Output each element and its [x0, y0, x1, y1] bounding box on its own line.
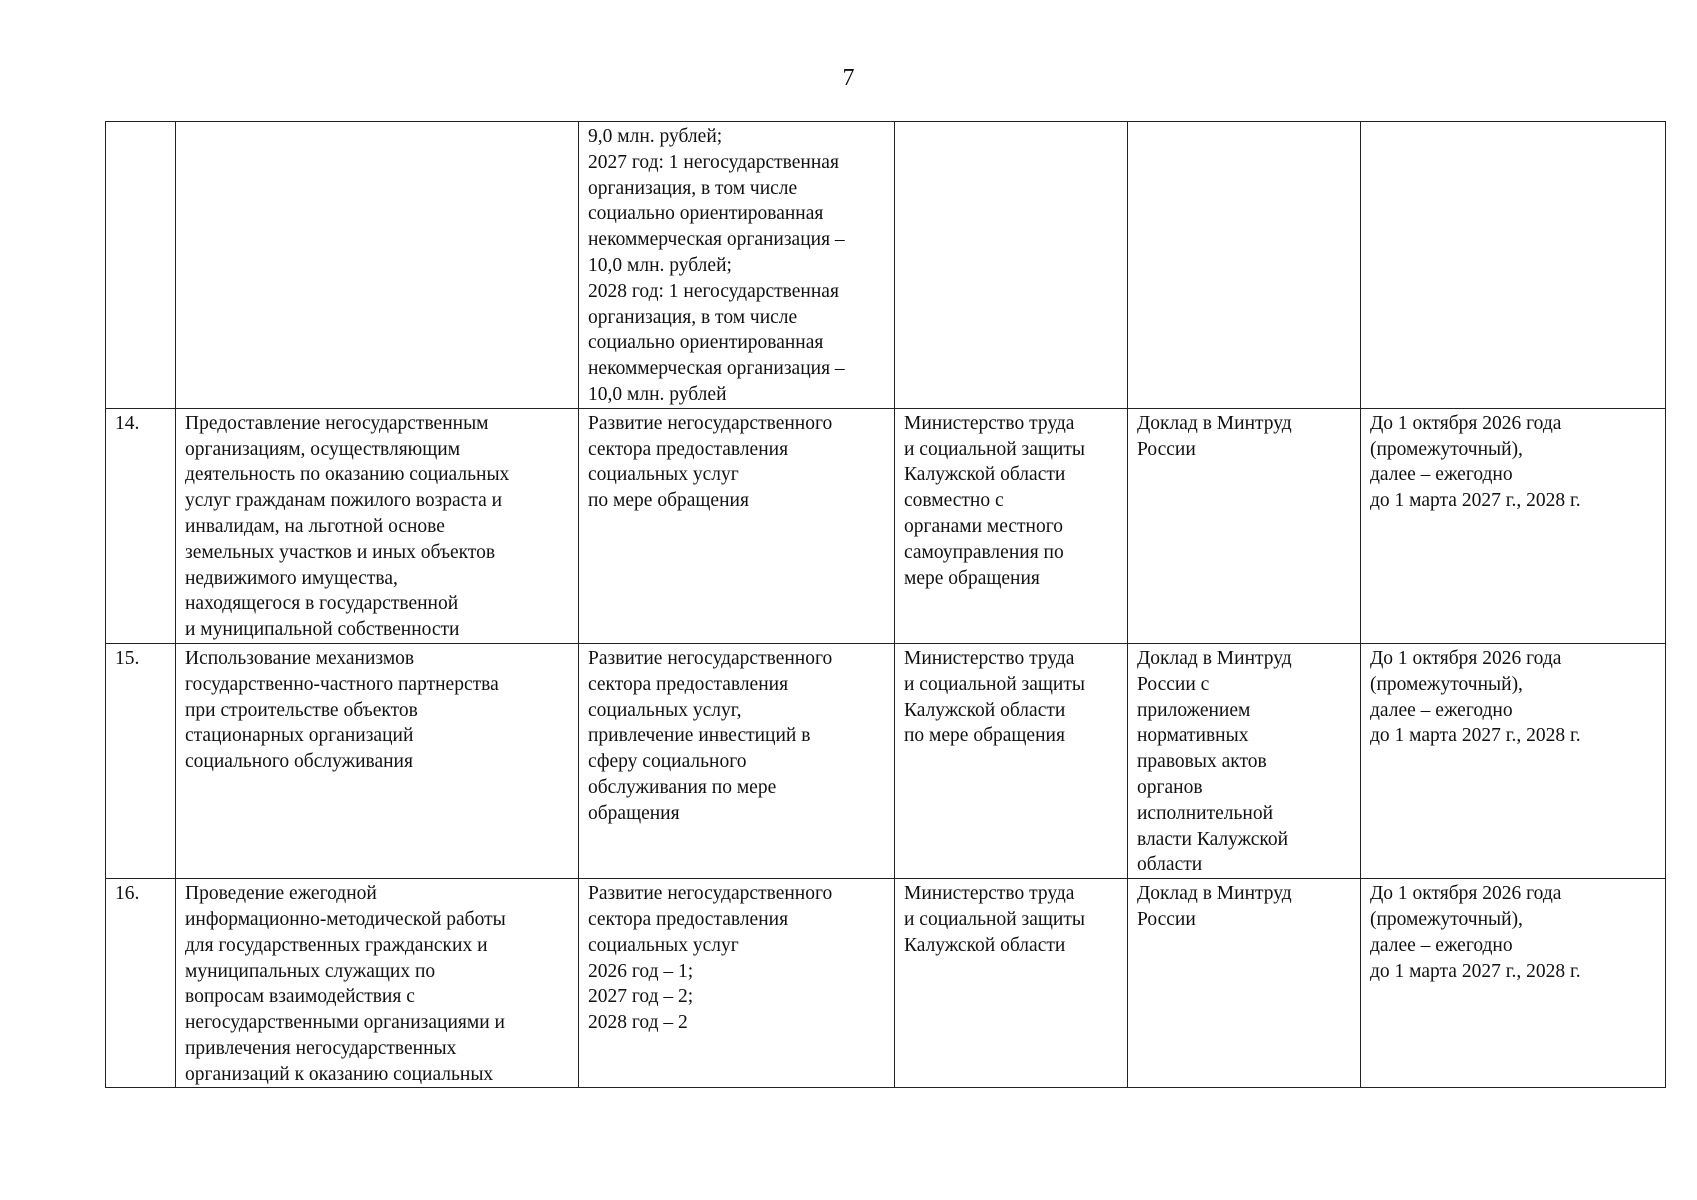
row-number-cell	[106, 643, 176, 878]
table-row	[106, 122, 1666, 409]
event-cell	[176, 879, 579, 1088]
result-cell	[579, 408, 895, 643]
executor-text: Министерство труда и социальной защиты Калужской области совместно с органами местного самоуправления по мере обращения	[904, 412, 1085, 589]
executor-cell	[895, 122, 1128, 409]
deadline-cell	[1361, 879, 1666, 1088]
row-number-cell	[106, 122, 176, 409]
report-cell	[1128, 122, 1361, 409]
row-number-cell	[106, 879, 176, 1088]
event-cell	[176, 408, 579, 643]
result-text: 9,0 млн. рублей; 2027 год: 1 негосударственная организация, в том числе социально ориентированная некоммерческая организация – 10,0 млн. рублей; 2028 год: 1 негосударственная организация, в том числе социально ориентированная некоммерческая организация – 10,0 млн. рублей	[588, 126, 845, 405]
event-text: Использование механизмов государственно-частного партнерства при строительстве объектов стационарных организаций социального обслуживания	[185, 647, 499, 773]
deadline-text: До 1 октября 2026 года (промежуточный), далее – ежегодно до 1 марта 2027 г., 2028 г.	[1370, 412, 1581, 512]
deadline-cell	[1361, 122, 1666, 409]
report-cell	[1128, 643, 1361, 878]
row-number: 15.	[115, 647, 140, 669]
deadline-text: До 1 октября 2026 года (промежуточный), далее – ежегодно до 1 марта 2027 г., 2028 г.	[1370, 883, 1581, 982]
row-number: 16.	[115, 883, 140, 905]
deadline-cell	[1361, 643, 1666, 878]
event-cell	[176, 643, 579, 878]
table-row	[106, 408, 1666, 643]
result-text: Развитие негосударственного сектора предоставления социальных услуг, привлечение инвестиций в сферу социального обслуживания по мере обращения	[588, 647, 833, 824]
event-text: Проведение ежегодной информационно-методической работы для государственных гражданских и муниципальных служащих по вопросам взаимодействия с негосударственными организациями и привлечения негосударственных организаций к оказанию социальных	[185, 883, 506, 1085]
result-cell	[579, 122, 895, 409]
row-number: 14.	[115, 412, 140, 434]
executor-cell	[895, 408, 1128, 643]
row-number-cell	[106, 408, 176, 643]
measures-table	[105, 121, 1666, 1088]
result-cell	[579, 879, 895, 1088]
deadline-text: До 1 октября 2026 года (промежуточный), далее – ежегодно до 1 марта 2027 г., 2028 г.	[1370, 647, 1581, 747]
result-text: Развитие негосударственного сектора предоставления социальных услуг по мере обращения	[588, 412, 833, 512]
result-text: Развитие негосударственного сектора предоставления социальных услуг 2026 год – 1; 2027 год – 2; 2028 год – 2	[588, 883, 833, 1034]
executor-cell	[895, 643, 1128, 878]
report-text: Доклад в Минтруд России с приложением нормативных правовых актов органов исполнительной власти Калужской области	[1137, 647, 1292, 876]
event-text: Предоставление негосударственным организациям, осуществляющим деятельность по оказанию социальных услуг гражданам пожилого возраста и инвалидам, на льготной основе земельных участков и иных объектов недвижимого имущества, находящегося в государственной и муниципальной собственности	[185, 412, 510, 641]
result-cell	[579, 643, 895, 878]
report-cell	[1128, 879, 1361, 1088]
page-number: 7	[842, 65, 855, 91]
report-text: Доклад в Минтруд России	[1137, 883, 1292, 930]
executor-cell	[895, 879, 1128, 1088]
report-cell	[1128, 408, 1361, 643]
deadline-cell	[1361, 408, 1666, 643]
event-cell	[176, 122, 579, 409]
report-text: Доклад в Минтруд России	[1137, 412, 1292, 460]
table-row	[106, 879, 1666, 1088]
executor-text: Министерство труда и социальной защиты Калужской области по мере обращения	[904, 647, 1085, 747]
table-row	[106, 643, 1666, 878]
executor-text: Министерство труда и социальной защиты Калужской области	[904, 883, 1085, 956]
